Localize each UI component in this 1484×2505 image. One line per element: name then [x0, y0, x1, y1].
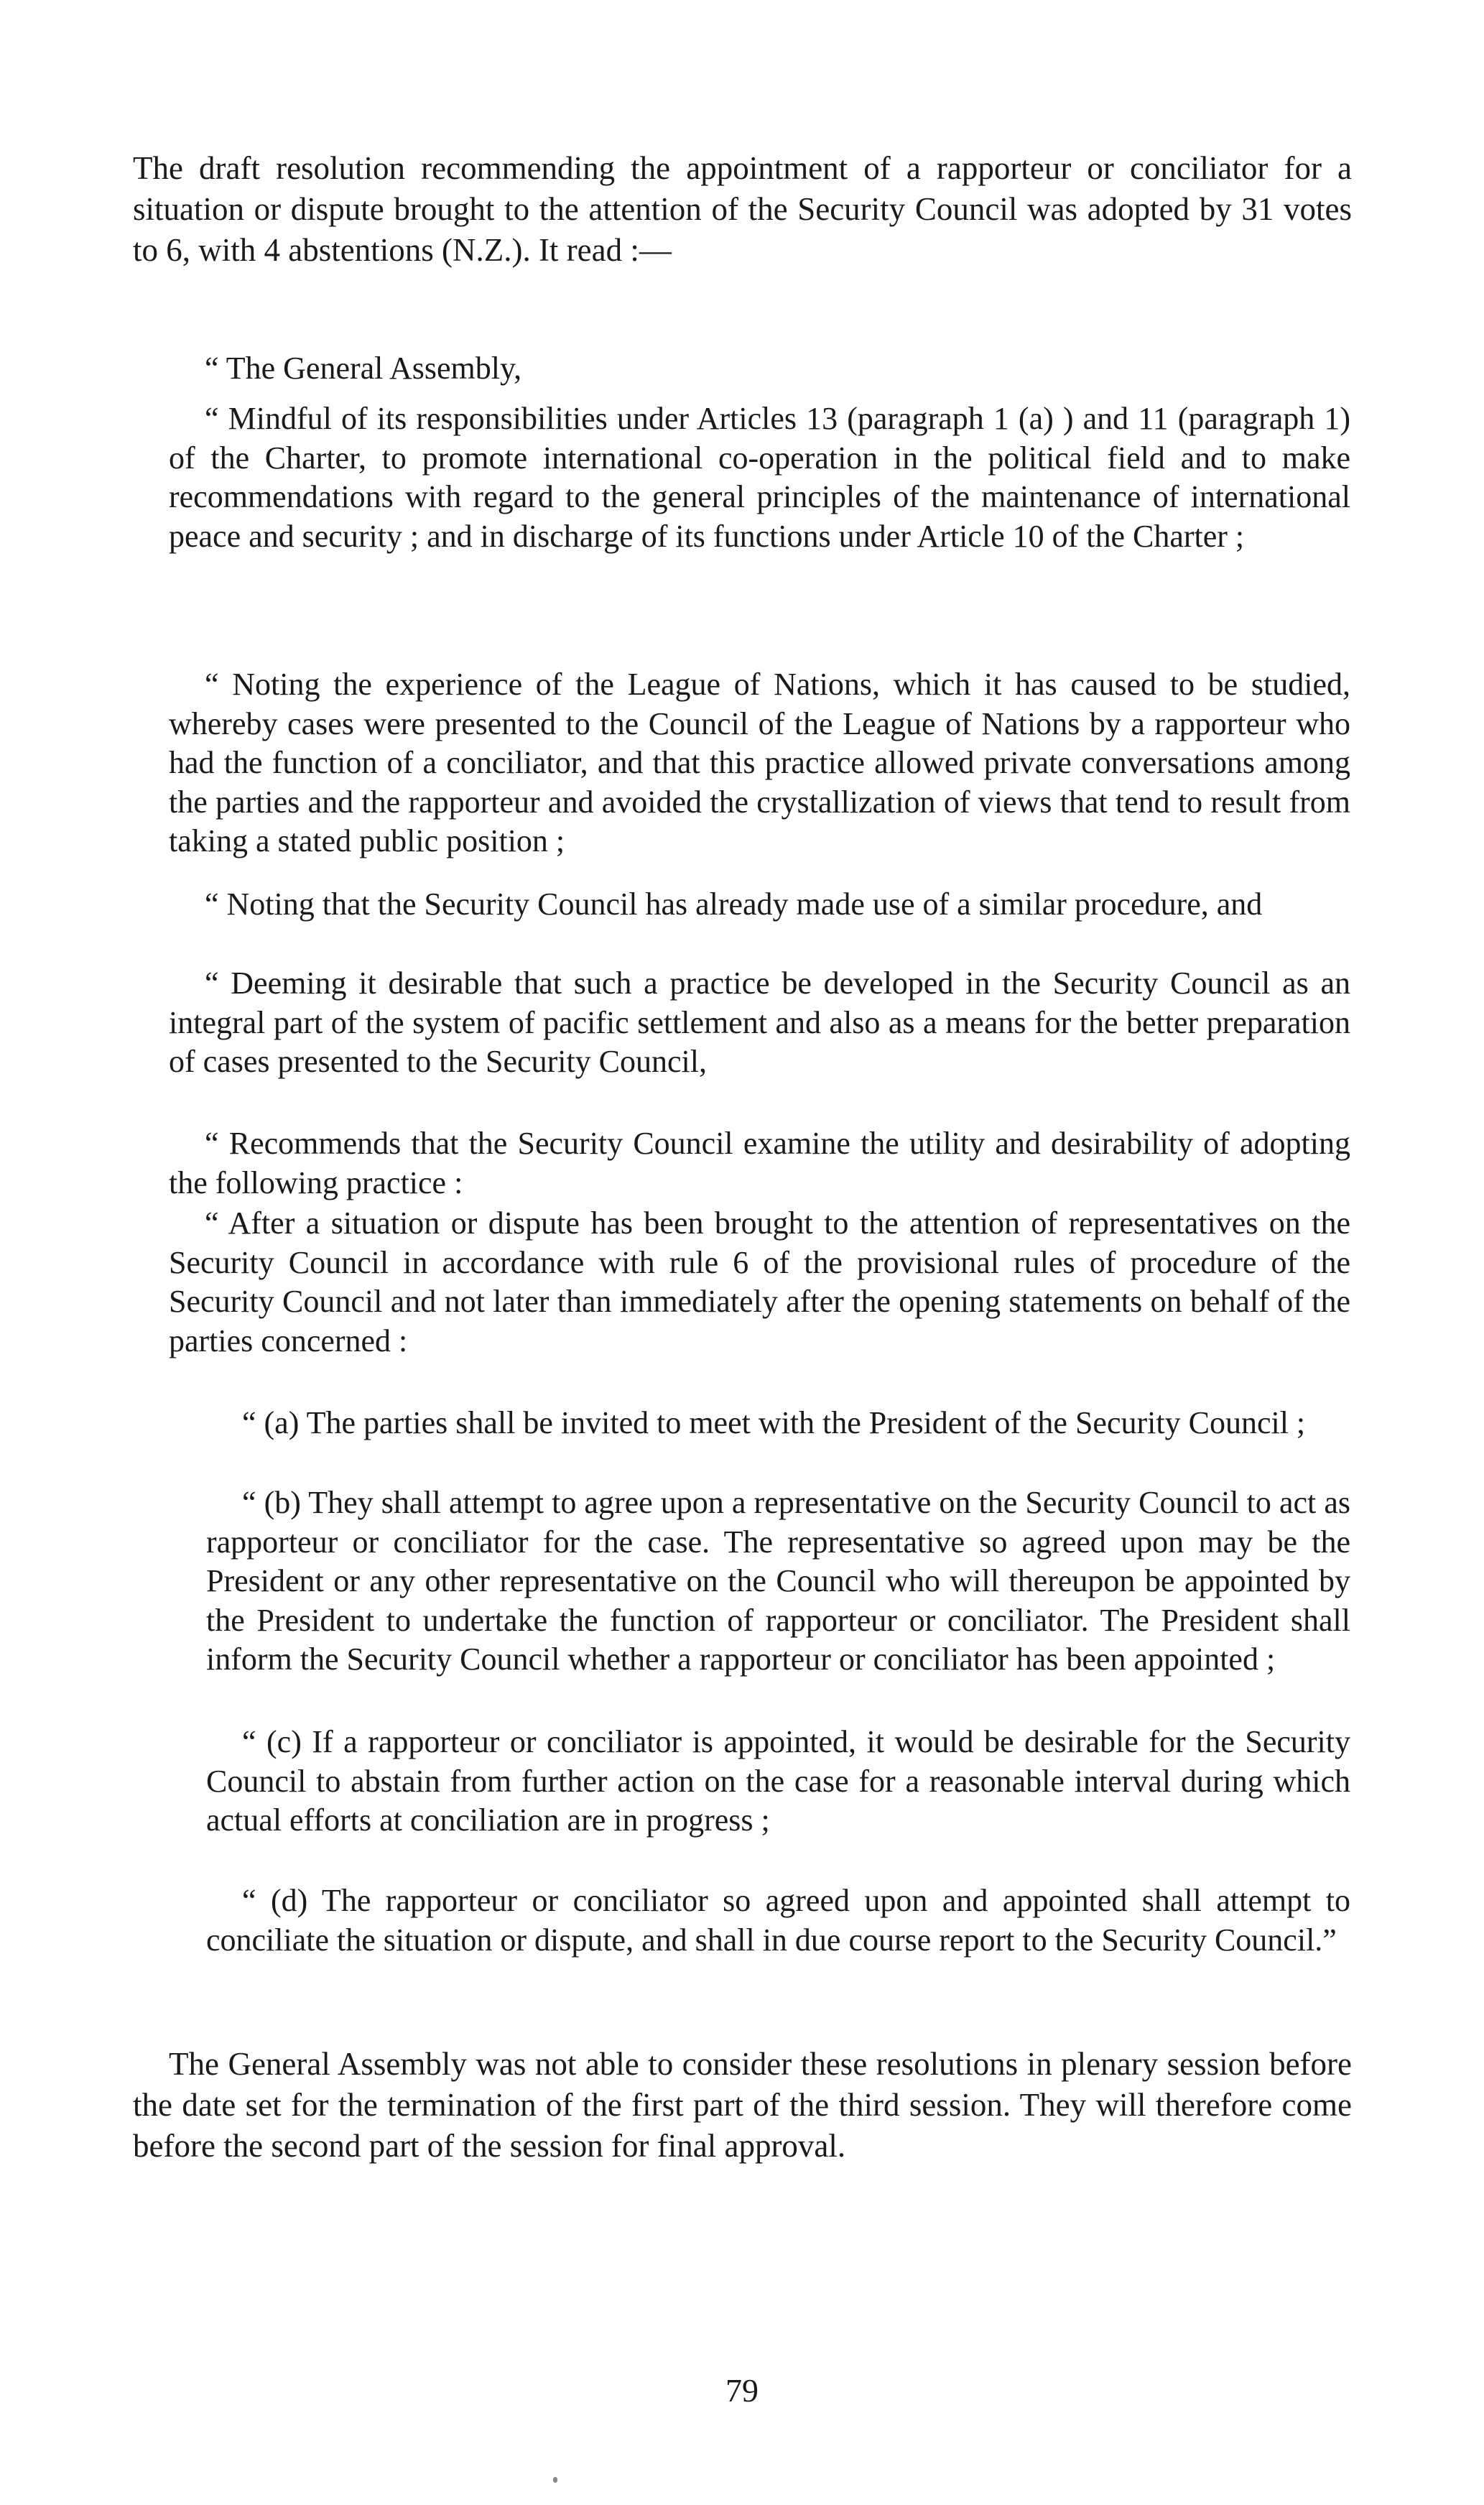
item-d: “ (d) The rapporteur or conciliator so agreed upon and appointed shall attempt to conciliate the situation or dispute, and shall in due course report to the Security Council.”	[206, 1883, 1350, 1958]
deeming-clause: “ Deeming it desirable that such a practice be developed in the Security Council as an integral part of the system of pacific settlement and also as a means for the better preparation of cases presented to the Security Council,	[169, 966, 1350, 1079]
after-clause: “ After a situation or dispute has been brought to the attention of representatives on the Security Council in accordance with rule 6 of the provisional rules of procedure of the Security Council and not later than immediately after the opening statements on behalf of the parties concerned :	[169, 1205, 1350, 1358]
page-number: 79	[725, 2372, 759, 2409]
noting-league-clause: “ Noting the experience of the League of Nations, which it has caused to be studied, whereby cases were presented to the Council of the League of Nations by a rapporteur who had the function of a conciliator, and that this practice allowed private conversations among the parties and the rapporteur and avoided the crystallization of views that tend to result from taking a stated public position ;	[169, 667, 1350, 858]
recommends-clause: “ Recommends that the Security Council examine the utility and desirability of adopting the following practice :	[169, 1126, 1350, 1200]
intro-paragraph: The draft resolution recommending the appointment of a rapporteur or conciliator for a situation or dispute brought to the attention of the Security Council was adopted by 31 votes to 6, with 4 abstentions (N.Z.). It read :—	[133, 150, 1352, 268]
noting-security-council-clause: “ Noting that the Security Council has already made use of a similar procedure, and	[205, 886, 1263, 922]
mindful-clause: “ Mindful of its responsibilities under Articles 13 (paragraph 1 (a) ) and 11 (paragraph 1) of the Charter, to promote international co-operation in the political field and to make recommendations with regard to the general principles of the maintenance of international peace and security ; and in discharge of its functions under Article 10 of the Charter ;	[169, 401, 1350, 554]
item-b: “ (b) They shall attempt to agree upon a representative on the Security Council to act as rapporteur or conciliator for the case. The representative so agreed upon may be the President or any other representative on the Council who will thereupon be appointed by the President to undertake the function of rapporteur or conciliator. The President shall inform the Security Council whether a rapporteur or conciliator has been appointed ;	[206, 1485, 1350, 1677]
resolution-heading: “ The General Assembly,	[205, 351, 522, 386]
scan-artifact	[553, 2477, 557, 2483]
item-c: “ (c) If a rapporteur or conciliator is appointed, it would be desirable for the Security Council to abstain from further action on the case for a reasonable interval during which actual efforts at conciliation are in progress ;	[206, 1724, 1350, 1838]
item-a: “ (a) The parties shall be invited to meet with the President of the Security Council ;	[242, 1405, 1306, 1440]
closing-paragraph: The General Assembly was not able to consider these resolutions in plenary session before the date set for the termination of the first part of the third session. They will therefore come before the second part of the session for final approval.	[133, 2046, 1352, 2164]
